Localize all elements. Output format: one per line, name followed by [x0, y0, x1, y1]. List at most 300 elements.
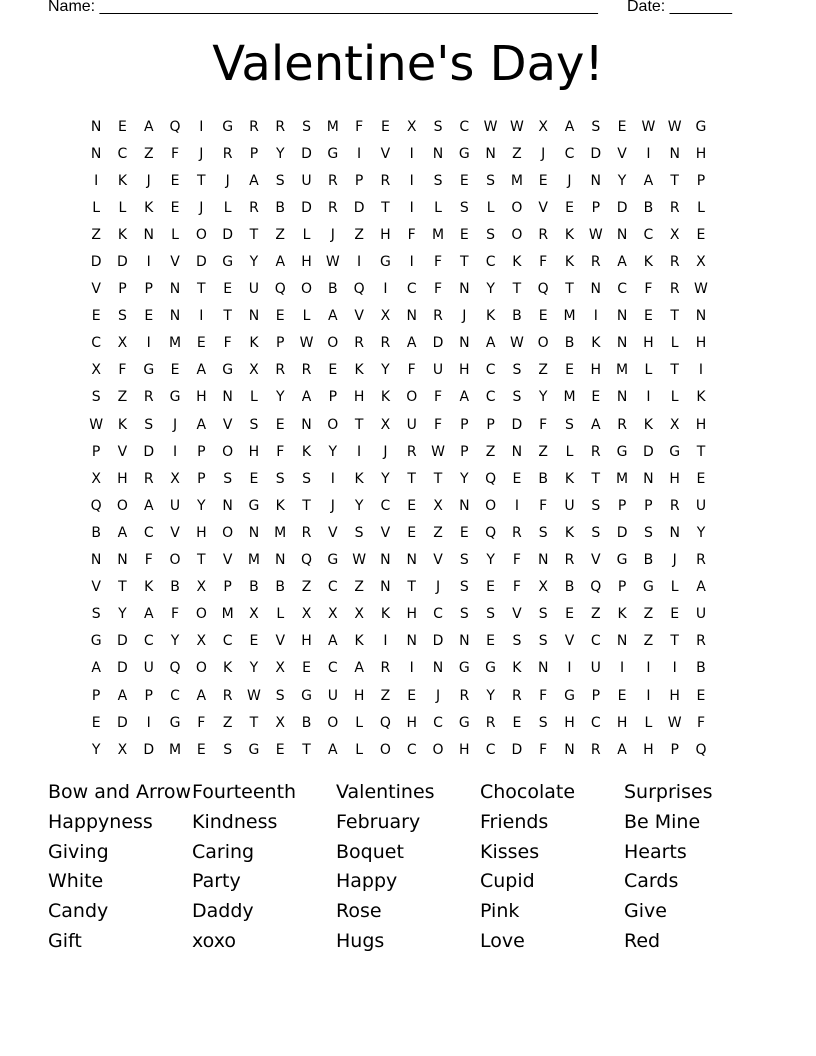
grid-letter: J	[225, 172, 230, 189]
grid-letter: E	[249, 470, 259, 487]
grid-letter: R	[249, 199, 259, 216]
word-list-item: Cupid	[480, 870, 535, 893]
grid-letter: B	[643, 552, 654, 569]
grid-letter: N	[695, 308, 707, 325]
grid-letter: D	[117, 254, 128, 271]
grid-letter: E	[275, 308, 285, 325]
word-list-item: White	[48, 870, 104, 893]
grid-letter: W	[667, 118, 682, 135]
grid-row	[83, 248, 714, 275]
grid-letter: A	[485, 335, 496, 352]
word-list-item: February	[336, 810, 421, 833]
grid-letter: P	[460, 443, 469, 460]
grid-letter: T	[302, 741, 311, 758]
grid-letter: S	[538, 606, 548, 623]
grid-letter: V	[591, 552, 601, 569]
grid-letter: O	[195, 660, 207, 677]
grid-letter: P	[328, 389, 338, 406]
grid-letter: K	[591, 335, 601, 352]
grid-letter: G	[248, 741, 260, 758]
grid-letter: U	[301, 172, 312, 189]
grid-letter: M	[510, 172, 523, 189]
grid-letter: X	[275, 714, 286, 731]
grid-letter: C	[143, 633, 154, 650]
grid-letter: F	[223, 335, 232, 352]
grid-letter: N	[537, 660, 549, 677]
grid-letter: F	[696, 714, 705, 731]
grid-letter: K	[643, 416, 653, 433]
grid-letter: Z	[354, 579, 364, 596]
grid-row	[83, 628, 714, 655]
grid-letter: N	[432, 660, 444, 677]
grid-letter: U	[695, 606, 707, 623]
grid-letter: C	[327, 579, 338, 596]
grid-letter: H	[248, 443, 260, 460]
grid-letter: E	[643, 308, 653, 325]
grid-letter: H	[196, 389, 207, 406]
grid-letter: E	[459, 524, 469, 541]
grid-letter: A	[696, 579, 706, 596]
grid-letter: Z	[512, 145, 522, 162]
grid-letter: X	[433, 497, 443, 514]
grid-letter: Y	[170, 633, 180, 650]
grid-letter: H	[380, 226, 391, 243]
grid-letter: V	[380, 145, 391, 162]
grid-letter: I	[357, 443, 362, 460]
grid-letter: Y	[486, 281, 495, 298]
grid-letter: N	[90, 552, 102, 569]
grid-letter: I	[409, 145, 414, 162]
grid-letter: L	[118, 199, 127, 216]
grid-letter: F	[197, 714, 206, 731]
grid-letter: N	[669, 145, 680, 162]
grid-letter: E	[196, 741, 206, 758]
grid-letter: H	[406, 606, 417, 623]
grid-letter: S	[459, 199, 469, 216]
grid-row	[83, 303, 714, 330]
grid-letter: F	[171, 606, 180, 623]
word-list-item: Caring	[192, 840, 255, 863]
grid-letter: H	[117, 470, 128, 487]
grid-letter: C	[117, 145, 128, 162]
grid-letter: I	[698, 362, 704, 379]
grid-letter: R	[459, 687, 470, 704]
grid-letter: T	[381, 199, 390, 216]
grid-letter: H	[643, 741, 654, 758]
grid-letter: V	[354, 308, 364, 325]
grid-letter: L	[276, 606, 285, 623]
grid-letter: E	[407, 687, 417, 704]
grid-letter: K	[564, 524, 575, 541]
grid-letter: A	[249, 172, 259, 189]
grid-letter: K	[512, 660, 522, 677]
grid-letter: Q	[274, 281, 286, 298]
grid-letter: B	[696, 660, 706, 677]
grid-letter: N	[511, 443, 523, 460]
grid-letter: R	[590, 443, 601, 460]
grid-letter: G	[90, 633, 102, 650]
grid-letter: I	[199, 118, 204, 135]
grid-letter: R	[590, 254, 601, 271]
grid-letter: L	[302, 308, 311, 325]
grid-letter: N	[459, 335, 470, 352]
grid-letter: G	[169, 389, 181, 406]
grid-letter: G	[169, 714, 181, 731]
grid-letter: R	[249, 118, 259, 135]
grid-row	[83, 547, 714, 574]
grid-letter: U	[169, 497, 181, 514]
grid-letter: B	[643, 199, 654, 216]
grid-letter: C	[485, 389, 496, 406]
grid-letter: C	[485, 254, 496, 271]
grid-letter: W	[247, 687, 261, 704]
grid-letter: N	[643, 470, 654, 487]
grid-letter: H	[301, 633, 312, 650]
grid-letter: N	[616, 308, 628, 325]
grid-letter: I	[146, 335, 151, 352]
grid-letter: F	[433, 389, 443, 406]
grid-letter: A	[301, 389, 312, 406]
grid-letter: H	[669, 470, 680, 487]
grid-letter: S	[512, 389, 522, 406]
grid-letter: Y	[381, 470, 390, 487]
grid-letter: I	[330, 470, 335, 487]
grid-letter: F	[433, 254, 443, 271]
grid-letter: L	[355, 714, 364, 731]
name-field-label: Name: ________________________________________________________	[48, 0, 598, 15]
grid-letter: U	[564, 497, 575, 514]
grid-letter: C	[143, 524, 154, 541]
grid-letter: L	[92, 199, 101, 216]
grid-letter: E	[328, 362, 338, 379]
grid-letter: K	[117, 416, 128, 433]
grid-letter: I	[94, 172, 99, 189]
grid-letter: D	[642, 443, 654, 460]
grid-letter: X	[249, 606, 259, 623]
grid-letter: Y	[696, 524, 706, 541]
word-list-item: Kindness	[192, 810, 278, 833]
grid-letter: N	[222, 389, 233, 406]
grid-letter: C	[485, 362, 496, 379]
grid-letter: J	[567, 172, 572, 189]
grid-letter: D	[590, 145, 602, 162]
grid-letter: J	[146, 172, 151, 189]
grid-letter: Z	[643, 633, 654, 650]
grid-letter: R	[669, 497, 680, 514]
grid-letter: F	[171, 145, 180, 162]
grid-letter: J	[541, 145, 546, 162]
grid-letter: S	[249, 416, 259, 433]
grid-letter: N	[590, 172, 602, 189]
grid-letter: I	[409, 172, 414, 189]
grid-letter: Z	[222, 714, 233, 731]
grid-letter: J	[435, 687, 441, 704]
grid-letter: Z	[143, 145, 154, 162]
grid-letter: K	[696, 389, 706, 406]
word-list-item: Cards	[624, 870, 679, 893]
grid-letter: L	[434, 199, 442, 216]
grid-letter: T	[591, 470, 601, 487]
grid-letter: R	[538, 226, 549, 243]
word-list-item: Pink	[480, 900, 520, 923]
word-list-item: Love	[480, 929, 525, 952]
grid-letter: N	[406, 552, 417, 569]
grid-letter: Z	[643, 606, 654, 623]
grid-letter: X	[196, 579, 207, 596]
grid-letter: Y	[275, 145, 285, 162]
grid-letter: I	[146, 254, 151, 271]
grid-letter: W	[352, 552, 367, 569]
grid-letter: J	[383, 443, 388, 460]
grid-letter: T	[460, 254, 469, 271]
grid-letter: S	[643, 524, 653, 541]
grid-letter: E	[565, 606, 574, 623]
grid-letter: T	[354, 416, 364, 433]
grid-letter: V	[512, 606, 522, 623]
grid-letter: V	[275, 633, 286, 650]
grid-letter: X	[354, 606, 364, 623]
grid-letter: I	[646, 660, 651, 677]
grid-row	[83, 167, 714, 194]
word-list-item: Kisses	[480, 840, 540, 863]
grid-letter: L	[250, 389, 258, 406]
grid-letter: C	[406, 741, 417, 758]
grid-letter: X	[328, 606, 338, 623]
grid-row	[83, 709, 714, 736]
grid-letter: E	[486, 579, 496, 596]
grid-row	[83, 438, 714, 465]
grid-letter: S	[591, 118, 601, 135]
grid-letter: T	[670, 633, 679, 650]
grid-letter: F	[512, 579, 521, 596]
grid-letter: R	[669, 254, 680, 271]
grid-letter: X	[91, 470, 101, 487]
grid-letter: E	[275, 416, 285, 433]
grid-letter: A	[617, 254, 627, 271]
grid-letter: D	[301, 199, 312, 216]
grid-letter: J	[330, 497, 335, 514]
grid-letter: I	[383, 281, 388, 298]
grid-letter: A	[643, 172, 654, 189]
grid-letter: G	[458, 145, 470, 162]
grid-letter: K	[354, 633, 364, 650]
grid-letter: P	[91, 443, 101, 460]
grid-letter: O	[195, 226, 207, 243]
grid-letter: V	[380, 524, 391, 541]
grid-letter: E	[617, 687, 627, 704]
grid-letter: S	[91, 606, 101, 623]
grid-letter: E	[170, 199, 180, 216]
grid-letter: S	[459, 606, 469, 623]
grid-letter: R	[222, 687, 233, 704]
grid-letter: Q	[353, 281, 365, 298]
grid-letter: X	[275, 660, 286, 677]
grid-letter: G	[248, 497, 260, 514]
grid-letter: R	[590, 741, 601, 758]
grid-letter: T	[565, 281, 574, 298]
grid-letter: E	[144, 308, 154, 325]
grid-letter: E	[565, 199, 574, 216]
grid-letter: G	[616, 443, 628, 460]
grid-letter: Q	[485, 470, 497, 487]
grid-letter: S	[433, 172, 443, 189]
grid-letter: T	[249, 714, 259, 731]
grid-letter: K	[117, 226, 128, 243]
grid-letter: E	[91, 308, 101, 325]
grid-letter: M	[168, 335, 182, 352]
grid-letter: N	[406, 308, 417, 325]
grid-letter: S	[91, 389, 101, 406]
grid-letter: N	[169, 281, 181, 298]
grid-letter: F	[539, 687, 548, 704]
grid-letter: R	[669, 199, 680, 216]
word-list-item: Daddy	[192, 900, 254, 923]
grid-letter: Y	[249, 254, 259, 271]
grid-letter: F	[539, 497, 548, 514]
grid-letter: F	[433, 416, 443, 433]
grid-letter: P	[460, 416, 469, 433]
grid-letter: R	[354, 335, 364, 352]
grid-letter: M	[274, 524, 287, 541]
grid-letter: Z	[538, 443, 548, 460]
grid-letter: C	[617, 281, 627, 298]
grid-row	[83, 574, 714, 601]
grid-letter: U	[695, 497, 707, 514]
grid-letter: R	[512, 687, 522, 704]
grid-letter: N	[616, 389, 628, 406]
grid-letter: S	[538, 524, 548, 541]
grid-letter: P	[644, 497, 653, 514]
grid-letter: D	[432, 335, 444, 352]
grid-letter: N	[301, 416, 312, 433]
grid-letter: B	[249, 579, 259, 596]
grid-letter: S	[433, 118, 443, 135]
word-list-item: Surprises	[624, 781, 713, 803]
grid-letter: R	[327, 199, 338, 216]
word-list-item: Candy	[48, 900, 109, 923]
grid-letter: N	[380, 579, 391, 596]
grid-letter: D	[90, 254, 102, 271]
grid-letter: W	[694, 281, 708, 298]
grid-letter: A	[406, 335, 417, 352]
grid-letter: A	[91, 660, 101, 677]
grid-letter: Y	[538, 389, 548, 406]
grid-letter: N	[169, 308, 181, 325]
grid-letter: D	[432, 633, 444, 650]
grid-row	[83, 411, 714, 438]
grid-letter: A	[143, 606, 154, 623]
grid-letter: E	[565, 362, 574, 379]
grid-letter: H	[459, 741, 470, 758]
grid-letter: O	[116, 497, 128, 514]
grid-letter: N	[537, 552, 549, 569]
grid-letter: E	[696, 226, 706, 243]
grid-letter: S	[354, 524, 364, 541]
word-list-item: Giving	[48, 840, 109, 863]
grid-letter: A	[328, 633, 338, 650]
grid-letter: K	[223, 660, 233, 677]
grid-letter: J	[435, 579, 441, 596]
grid-letter: H	[459, 362, 470, 379]
grid-letter: I	[593, 308, 598, 325]
grid-letter: L	[355, 741, 364, 758]
grid-letter: S	[591, 524, 601, 541]
grid-letter: A	[328, 308, 338, 325]
grid-letter: V	[170, 524, 180, 541]
grid-letter: C	[222, 633, 233, 650]
grid-letter: J	[330, 226, 335, 243]
grid-letter: U	[143, 660, 154, 677]
grid-letter: R	[433, 308, 443, 325]
grid-letter: D	[301, 145, 312, 162]
grid-letter: O	[169, 552, 181, 569]
word-list-item: Hugs	[336, 929, 385, 952]
grid-letter: T	[302, 497, 311, 514]
grid-letter: E	[170, 172, 180, 189]
grid-letter: G	[458, 660, 470, 677]
grid-letter: L	[486, 199, 495, 216]
word-list-item: Happyness	[48, 810, 153, 833]
grid-letter: S	[223, 741, 233, 758]
grid-letter: T	[670, 308, 679, 325]
grid-letter: E	[249, 633, 259, 650]
grid-letter: G	[485, 660, 497, 677]
grid-letter: K	[380, 389, 390, 406]
grid-row	[83, 276, 714, 303]
grid-letter: O	[511, 226, 523, 243]
grid-letter: F	[539, 254, 548, 271]
grid-letter: P	[617, 579, 627, 596]
grid-letter: K	[144, 579, 154, 596]
grid-letter: C	[170, 687, 180, 704]
grid-letter: I	[409, 199, 414, 216]
grid-letter: D	[511, 416, 523, 433]
grid-letter: H	[353, 687, 365, 704]
grid-letter: K	[486, 308, 496, 325]
grid-letter: G	[222, 254, 234, 271]
grid-letter: G	[669, 443, 681, 460]
word-list-item: Fourteenth	[192, 781, 297, 803]
grid-letter: T	[512, 281, 522, 298]
grid-letter: Q	[590, 579, 602, 596]
grid-letter: F	[539, 416, 548, 433]
grid-letter: W	[89, 416, 104, 433]
grid-letter: S	[223, 470, 233, 487]
grid-letter: N	[406, 633, 417, 650]
grid-letter: S	[565, 416, 574, 433]
grid-letter: G	[695, 118, 707, 135]
grid-letter: X	[669, 416, 680, 433]
grid-letter: C	[485, 741, 496, 758]
letter-grid	[83, 113, 714, 763]
grid-letter: I	[672, 660, 677, 677]
grid-letter: Z	[590, 606, 601, 623]
grid-letter: R	[222, 145, 233, 162]
grid-letter: A	[459, 389, 470, 406]
word-list-item: Give	[624, 900, 667, 923]
grid-letter: S	[512, 362, 522, 379]
grid-letter: Y	[460, 470, 469, 487]
grid-letter: E	[696, 470, 706, 487]
word-list-item: Be Mine	[624, 810, 701, 833]
grid-letter: U	[590, 660, 601, 677]
grid-letter: K	[144, 199, 154, 216]
grid-letter: P	[91, 687, 101, 704]
grid-row	[83, 221, 714, 248]
grid-letter: G	[616, 552, 628, 569]
grid-letter: V	[617, 145, 627, 162]
grid-letter: Z	[301, 579, 312, 596]
